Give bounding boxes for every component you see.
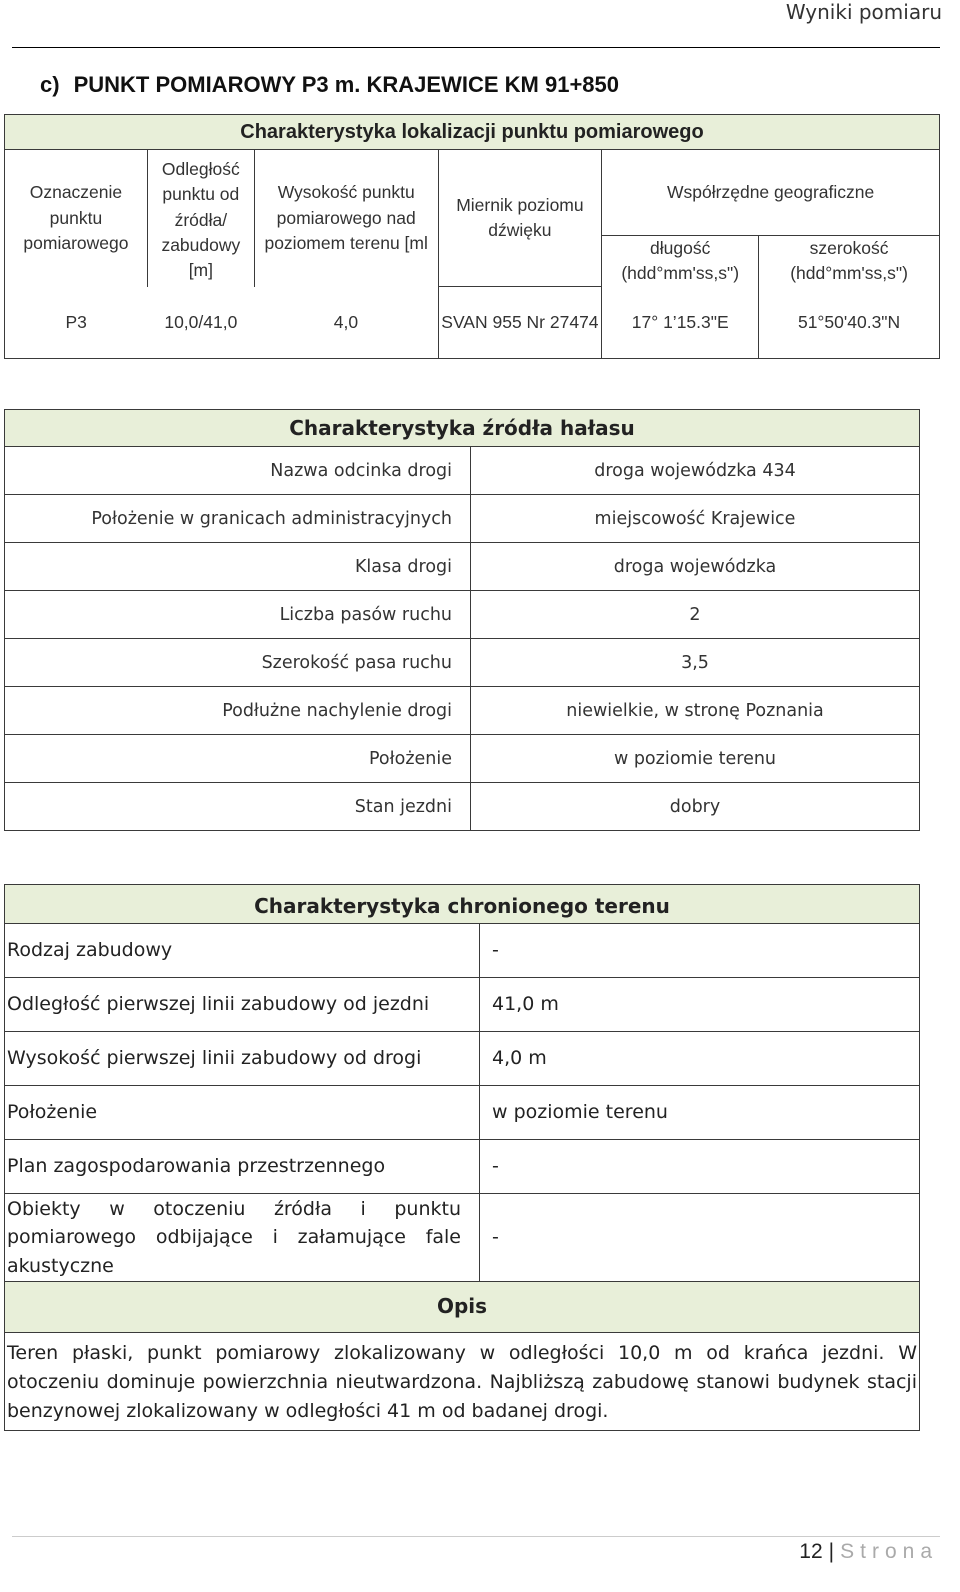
footer-separator: | [828,1540,835,1563]
table-row [5,1140,920,1194]
table-row [5,978,920,1032]
row-value: 4,0 m [480,1032,920,1086]
cell-miernik: SVAN 955 Nr 27474 [438,287,602,359]
col-wysokosc: Wysokość punktu pomiarowego nad poziomem terenu [ml [254,150,438,287]
col-oznaczenie: Oznaczenie punktu pomiarowego [5,150,148,287]
opis-title: Opis [5,1282,920,1333]
col-wspolrzedne: Współrzędne geograficzne [602,150,940,236]
row-value: - [480,924,920,978]
table-row [5,543,920,591]
table-row [5,783,920,831]
cell-wysokosc: 4,0 [254,287,438,359]
row-value: miejscowość Krajewice [471,495,920,543]
row-key: Położenie w granicach administracyjnych [5,495,471,543]
opis-text: Teren płaski, punkt pomiarowy zlokalizowany w odległości 10,0 m od krańca jezdni. W otoczeniu dominuje powierzchnia nieutwardzona. Najbliższą zabudowę stanowi budynek stacji benzynowej zlokalizowany w odległości 41 m od badanej drogi. [5,1333,920,1431]
noise-source-title: Charakterystyka źródła hałasu [5,410,920,447]
table-row [5,495,920,543]
row-value: 2 [471,591,920,639]
row-value: 41,0 m [480,978,920,1032]
row-value: niewielkie, w stronę Poznania [471,687,920,735]
row-key: Szerokość pasa ruchu [5,639,471,687]
row-value: droga wojewódzka [471,543,920,591]
location-table [4,114,940,359]
row-key: Położenie [5,1086,480,1140]
row-value: w poziomie terenu [471,735,920,783]
col-odleglosc: Odległość punktu od źródła/ zabudowy [m] [147,150,254,287]
row-value: dobry [471,783,920,831]
protected-area-table [4,884,920,1431]
section-label: c) [40,72,60,97]
page-footer [799,1540,938,1564]
row-key: Podłużne nachylenie drogi [5,687,471,735]
cell-szerokosc: 51°50'40.3"N [759,287,940,359]
row-key: Liczba pasów ruchu [5,591,471,639]
row-key: Obiekty w otoczeniu źródła i punktu pomiarowego odbijające i załamujące fale akustyczne [5,1194,480,1282]
cell-dlugosc: 17° 1’15.3"E [602,287,759,359]
row-value: - [480,1194,920,1282]
section-title [40,72,619,98]
table-row [5,924,920,978]
table-row [5,639,920,687]
row-key: Plan zagospodarowania przestrzennego [5,1140,480,1194]
row-key: Klasa drogi [5,543,471,591]
footer-rule [12,1536,940,1537]
running-header: Wyniki pomiaru [785,0,942,24]
row-key: Stan jezdni [5,783,471,831]
row-key: Wysokość pierwszej linii zabudowy od drogi [5,1032,480,1086]
table-row [5,1194,920,1282]
table-row [5,591,920,639]
cell-odleglosc: 10,0/41,0 [147,287,254,359]
cell-oznaczenie: P3 [5,287,148,359]
page-number: 12 [799,1540,823,1563]
section-title-text: PUNKT POMIAROWY P3 m. KRAJEWICE KM 91+850 [73,72,619,97]
location-table-title: Charakterystyka lokalizacji punktu pomiarowego [5,115,940,150]
row-value: w poziomie terenu [480,1086,920,1140]
col-dlugosc: długość (hdd°mm'ss,s") [602,236,759,287]
table-row [5,1086,920,1140]
row-key: Rodzaj zabudowy [5,924,480,978]
row-key: Odległość pierwszej linii zabudowy od jezdni [5,978,480,1032]
row-value: droga wojewódzka 434 [471,447,920,495]
col-miernik: Miernik poziomu dźwięku [438,150,602,287]
row-value: - [480,1140,920,1194]
table-row [5,735,920,783]
col-szerokosc: szerokość (hdd°mm'ss,s") [759,236,940,287]
footer-label: Strona [840,1540,938,1563]
table-row [5,447,920,495]
row-key: Nazwa odcinka drogi [5,447,471,495]
noise-source-table [4,409,920,831]
protected-area-title: Charakterystyka chronionego terenu [5,885,920,924]
row-value: 3,5 [471,639,920,687]
header-rule [12,47,940,48]
table-row [5,1032,920,1086]
row-key: Położenie [5,735,471,783]
table-row [5,687,920,735]
